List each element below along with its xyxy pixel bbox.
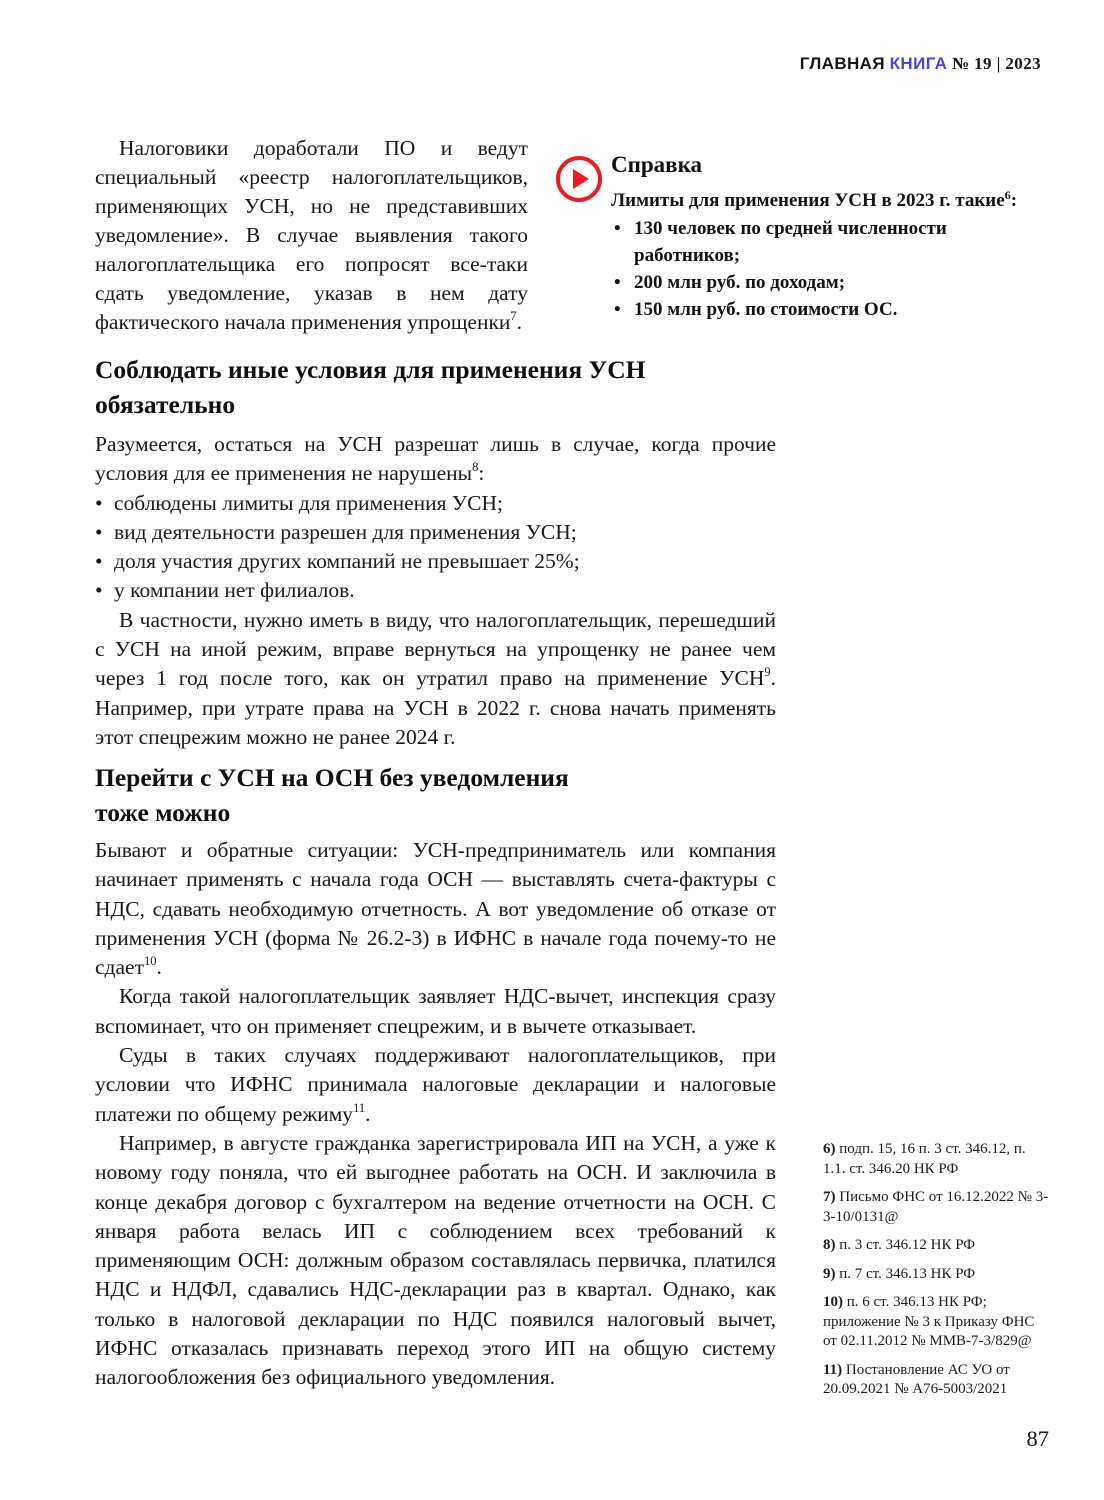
footnote-text: подп. 15, 16 п. 3 ст. 346.12, п. 1.1. ст. 346.20 НК РФ <box>823 1141 1026 1177</box>
issue-number: № 19 | 2023 <box>952 54 1041 73</box>
heading-line: Соблюдать иные условия для применения УСН <box>95 355 646 384</box>
paragraph-text: В частности, нужно иметь в виду, что налогоплательщик, перешедший с УСН на иной режим, вправе вернуться на упрощенку не ранее чем через 1 год после того, как он утратил право на применение УСН <box>95 607 776 691</box>
footnote-item <box>823 1188 1051 1227</box>
magazine-brand-accent: КНИГА <box>889 54 948 73</box>
bullet-item: • вид деятельности разрешен для применения УСН; <box>95 518 776 547</box>
section-heading-usn-to-osn <box>95 760 795 830</box>
paragraph-text: Суды в таких случаях поддерживают налогоплательщиков, при условии что ИФНС принимала налоговые декларации и налоговые платежи по общему режиму <box>95 1043 776 1126</box>
spravka-bullet-item: • 130 человек по средней численности работников; <box>611 215 1026 269</box>
bullet-item: • доля участия других компаний не превышает 25%; <box>95 547 776 576</box>
paragraph-period: . <box>365 1101 371 1126</box>
spravka-limits-colon: : <box>1010 190 1018 211</box>
footnote-item <box>823 1236 1051 1256</box>
paragraph <box>95 1041 776 1129</box>
footnote-number: 7) <box>823 1189 836 1205</box>
intro-paragraph <box>95 134 528 337</box>
footnote-item <box>823 1293 1051 1352</box>
running-head <box>800 54 1041 74</box>
paragraph <box>95 836 776 982</box>
paragraph-text: Бывают и обратные ситуации: УСН-предприниматель или компания начинает применять с начала года ОСН — выставлять счета-фактуры с НДС, сдавать необходимую отчетность. А вот уведомление об отказе от применения УСН (форма № 26.2-3) в ИФНС в начале года почему-то не сдает <box>95 838 776 980</box>
bullet-list <box>95 489 776 606</box>
heading-line: Перейти с УСН на ОСН без уведомления <box>95 763 569 792</box>
paragraph-text: . Например, при утрате права на УСН в 2022 г. снова начать применять этот спецрежим можно не ранее 2024 г. <box>95 666 776 749</box>
footnote-number: 6) <box>823 1141 836 1157</box>
intro-paragraph-text: Налоговики доработали ПО и ведут специальный «реестр налогоплательщиков, применяющих УСН, но не представивших уведомление». В случае выявления такого налогоплательщика его попросят все-таки сдать уведомление, указав в нем дату фактического начала применения упрощенки <box>95 136 528 334</box>
footnote-ref-8: 8 <box>472 460 479 475</box>
footnote-text: Постановление АС УО от 20.09.2021 № А76-5003/2021 <box>823 1361 1010 1397</box>
section-usn-conditions-body <box>95 430 776 752</box>
footnote-ref-9: 9 <box>764 665 771 680</box>
spravka-limits-text: Лимиты для применения УСН в 2023 г. такие <box>611 190 1005 211</box>
play-triangle-icon <box>573 169 589 189</box>
paragraph: Когда такой налогоплательщик заявляет НДС-вычет, инспекция сразу вспоминает, что он применяет спецрежим, и в вычете отказывает. <box>95 984 776 1038</box>
footnote-item <box>823 1140 1051 1179</box>
paragraph-period: . <box>156 955 162 980</box>
spravka-content <box>611 152 1026 323</box>
paragraph-colon: : <box>478 461 485 486</box>
intro-paragraph-period: . <box>516 310 523 334</box>
spravka-bullet-item: • 150 млн руб. по стоимости ОС. <box>611 296 1026 323</box>
footnote-number: 9) <box>823 1265 836 1282</box>
footnote-ref-10: 10 <box>143 954 157 969</box>
page-number: 87 <box>1026 1426 1049 1451</box>
footnote-item <box>823 1361 1051 1400</box>
section-heading-usn-conditions <box>95 352 795 422</box>
footnote-text: п. 3 ст. 346.12 НК РФ <box>839 1237 976 1253</box>
section-usn-to-osn-body <box>95 836 776 1393</box>
magazine-brand-black: ГЛАВНАЯ <box>799 54 885 73</box>
footnote-number: 8) <box>823 1237 836 1253</box>
footnote-ref-7: 7 <box>510 309 517 323</box>
footnote-item <box>823 1265 1051 1285</box>
paragraph <box>95 430 776 489</box>
footnote-text: п. 6 ст. 346.13 НК РФ; приложение № 3 к Приказу ФНС от 02.11.2012 № ММВ-7-3/829@ <box>823 1294 1035 1349</box>
footnote-ref-11: 11 <box>353 1100 366 1115</box>
footnote-number: 10) <box>823 1294 843 1310</box>
footnotes-list <box>823 1140 1051 1409</box>
footnote-number: 11) <box>823 1361 843 1378</box>
footnote-ref-6: 6 <box>1004 188 1011 202</box>
footnote-text: п. 7 ст. 346.13 НК РФ <box>839 1265 976 1282</box>
heading-line: тоже можно <box>95 798 231 827</box>
paragraph-text: Разумеется, остаться на УСН разрешат лишь в случае, когда прочие условия для ее применения не нарушены <box>95 432 776 486</box>
footnote-text: Письмо ФНС от 16.12.2022 № 3-3-10/0131@ <box>823 1189 1049 1225</box>
paragraph <box>95 606 776 752</box>
bullet-item: • у компании нет филиалов. <box>95 576 776 605</box>
paragraph: Например, в августе гражданка зарегистрировала ИП на УСН, а уже к новому году поняла, что ей выгоднее работать на ОСН. И заключила в конце декабря договор с бухгалтером на ведение отчетности на ОСН. С января работа велась ИП с соблюдением всех требований к применяющим ОСН: должным образом составлялась первичка, платился НДС и НДФЛ, сдавались НДС-декларации раз в квартал. Однако, как только в налоговой декларации по НДС появился налоговый вычет, ИФНС отказалась признавать переход этого ИП на общую систему налогообложения без официального уведомления. <box>95 1130 776 1390</box>
spravka-bullet-list <box>611 215 1026 323</box>
spravka-limits-intro <box>611 187 1026 214</box>
play-circle-icon <box>556 156 602 202</box>
heading-line: обязательно <box>95 390 236 419</box>
spravka-bullet-item: • 200 млн руб. по доходам; <box>611 269 1026 296</box>
spravka-title: Справка <box>611 152 702 177</box>
bullet-item: • соблюдены лимиты для применения УСН; <box>95 489 776 518</box>
spravka-box <box>556 152 1026 323</box>
